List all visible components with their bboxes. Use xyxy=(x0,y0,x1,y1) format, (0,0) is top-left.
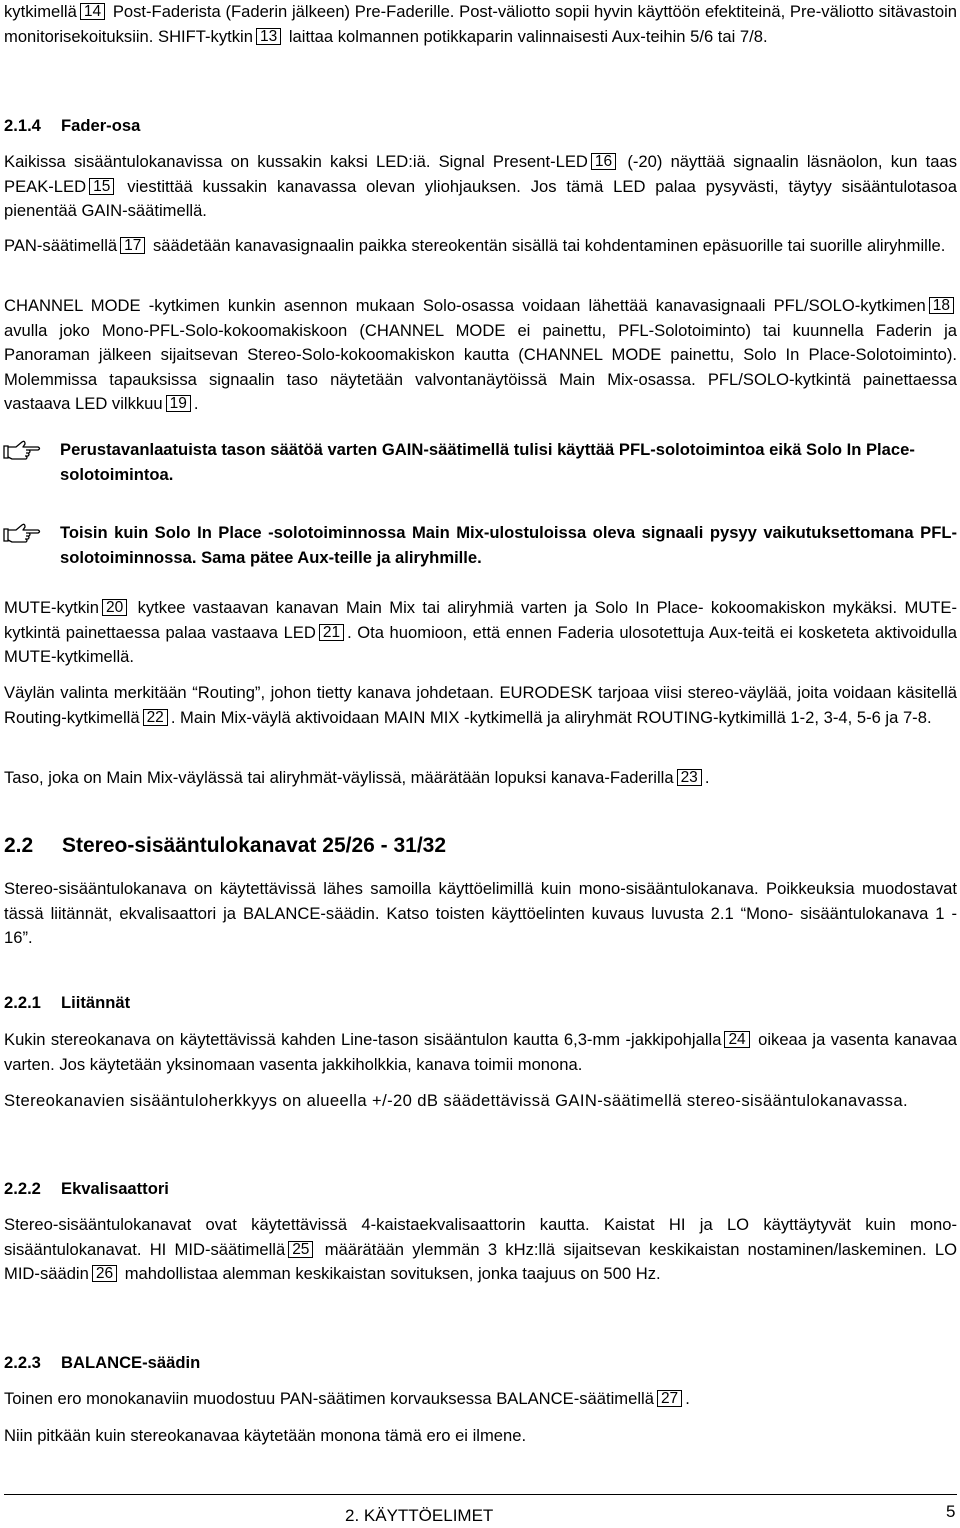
pointing-hand-icon xyxy=(2,521,42,545)
ref-box: 27 xyxy=(657,1390,682,1407)
paragraph-mono-use: Niin pitkään kuin stereokanavaa käytetään monona tämä ero ei ilmene. xyxy=(4,1426,527,1445)
ref-box: 15 xyxy=(89,178,114,195)
note-gain-pfl: Perustavanlaatuista tason säätöä varten GAIN-säätimellä tulisi käyttää PFL-solotoimintoa eikä Solo In Place-solotoimintoa. xyxy=(60,440,915,484)
paragraph-equalizer: Stereo-sisääntulokanavat ovat käytettävissä 4-kaistaekvalisaattorin kautta. Kaistat HI ja LO käyttäytyvät kuin mono-sisääntulokanavat. HI MID-säätimellä 25 määrätään ylemmän 3 kHz:llä sijaitsevan keskikaistan nostaminen/laskeminen. LO MID-säädin 26 mahdollistaa alemman keskikaistan sovituksen, jonka taajuus on 500 Hz. xyxy=(4,1215,957,1283)
pointing-hand-icon xyxy=(2,438,42,462)
section-heading-2-2-3: 2.2.3 BALANCE-säädin xyxy=(4,1353,201,1372)
ref-box: 17 xyxy=(120,237,145,254)
ref-box: 16 xyxy=(591,153,616,170)
paragraph-sensitivity: Stereokanavien sisääntuloherkkyys on alueella +/-20 dB säädettävissä GAIN-säätimellä stereo-sisääntulokanavassa. xyxy=(4,1091,908,1110)
section-heading-2-1-4: 2.1.4 Fader-osa xyxy=(4,116,141,135)
ref-box: 22 xyxy=(143,709,168,726)
paragraph-mute: MUTE-kytkin 20 kytkee vastaavan kanavan Main Mix tai aliryhmiä varten ja Solo In Place- kokoomakiskon mykäksi. MUTE-kytkintä painettaessa palaa vastaava LED 21 . Ota huomioon, että ennen Faderia ulosotettuja Aux-teitä ei kosketeta aktivoidulla MUTE-kytkimellä. xyxy=(4,598,957,666)
paragraph-fader-level: Taso, joka on Main Mix-väylässä tai aliryhmät-väylissä, määrätään lopuksi kanava-Faderilla 23 . xyxy=(4,768,710,787)
ref-box: 19 xyxy=(166,395,191,412)
ref-box: 25 xyxy=(288,1241,313,1258)
paragraph-fader-leds: Kaikissa sisääntulokanavissa on kussakin kaksi LED:iä. Signal Present-LED 16 (-20) näyttää signaalin läsnäolon, kun taas PEAK-LED 15 viestittää kussakin kanavassa olevan yliohjauksen. Jos tämä LED palaa pysyvästi, täytyy sisääntulotasoa pienentää GAIN-säätimellä. xyxy=(4,152,957,220)
paragraph-balance: Toinen ero monokanaviin muodostuu PAN-säätimen korvauksessa BALANCE-säätimellä 27 . xyxy=(4,1389,690,1408)
paragraph-stereo-intro: Stereo-sisääntulokanava on käytettävissä lähes samoilla käyttöelimillä kuin mono-sisääntulokanava. Poikkeuksia muodostavat tässä liitännät, ekvalisaattori ja BALANCE-säädin. Katso toisten käyttöelinten kuvaus luvusta 2.1 “Mono- sisääntulokanava 1 - 16”. xyxy=(4,879,957,947)
footer-chapter-title: 2. KÄYTTÖELIMET xyxy=(345,1506,494,1525)
page-number: 5 xyxy=(946,1502,956,1521)
section-heading-2-2-2: 2.2.2 Ekvalisaattori xyxy=(4,1179,169,1198)
note-solo-in-place: Toisin kuin Solo In Place -solotoiminnossa Main Mix-ulostuloissa oleva signaali pysyy vaikutuksettomana PFL-solotoiminnossa. Sama pätee Aux-teille ja aliryhmille. xyxy=(60,523,957,567)
ref-box: 23 xyxy=(677,769,702,786)
paragraph-channel-mode: CHANNEL MODE -kytkimen kunkin asennon mukaan Solo-osassa voidaan lähettää kanavasignaali PFL/SOLO-kytkimen 18 avulla joko Mono-PFL-Solo-kokoomakiskoon (CHANNEL MODE ei painettu, PFL-Solotoiminto) tai kuunnella Faderin ja Panoraman jälkeen sijaitsevan Stereo-Solo-kokoomakiskon kautta (CHANNEL MODE painettu, Solo In Place-Solotoiminto). Molemmissa tapauksissa signaalin taso näytetään valvontanäytöissä Main Mix-osassa. PFL/SOLO-kytkintä painettaessa vastaava LED vilkkuu 19 . xyxy=(4,296,957,413)
section-heading-2-2-1: 2.2.1 Liitännät xyxy=(4,993,131,1012)
ref-box: 21 xyxy=(319,624,344,641)
paragraph-aux-routing: kytkimellä 14 Post-Faderista (Faderin jälkeen) Pre-Faderille. Post-väliotto sopii hyvin käyttöön efektiteinä, Pre-väliotto sitävastoin monitorisekoituksiin. SHIFT-kytkin 13 laittaa kolmannen potikkaparin valinnaisesti Aux-teihin 5/6 tai 7/8. xyxy=(4,2,957,46)
ref-box: 18 xyxy=(929,297,954,314)
section-heading-2-2: 2.2 Stereo-sisääntulokanavat 25/26 - 31/32 xyxy=(4,834,447,857)
ref-box: 13 xyxy=(256,28,281,45)
paragraph-pan: PAN-säätimellä 17 säädetään kanavasignaalin paikka stereokentän sisällä tai kohdentaminen epäsuorille tai suorille aliryhmille. xyxy=(4,236,946,255)
footer-divider xyxy=(4,1494,957,1495)
ref-box: 26 xyxy=(92,1265,117,1282)
ref-box: 20 xyxy=(102,599,127,616)
ref-box: 24 xyxy=(724,1031,749,1048)
paragraph-routing: Väylän valinta merkitään “Routing”, johon tietty kanava johdetaan. EURODESK tarjoaa viisi stereo-väylää, joita voidaan käsitellä Routing-kytkimellä 22 . Main Mix-väylä aktivoidaan MAIN MIX -kytkimellä ja aliryhmät ROUTING-kytkimillä 1-2, 3-4, 5-6 ja 7-8. xyxy=(4,683,957,727)
paragraph-connections: Kukin stereokanava on käytettävissä kahden Line-tason sisääntulon kautta 6,3-mm -jakkipohjalla 24 oikeaa ja vasenta kanavaa varten. Jos käytetään yksinomaan vasenta jakkiholkkia, kanava toimii monona. xyxy=(4,1030,958,1074)
ref-box: 14 xyxy=(80,3,105,20)
